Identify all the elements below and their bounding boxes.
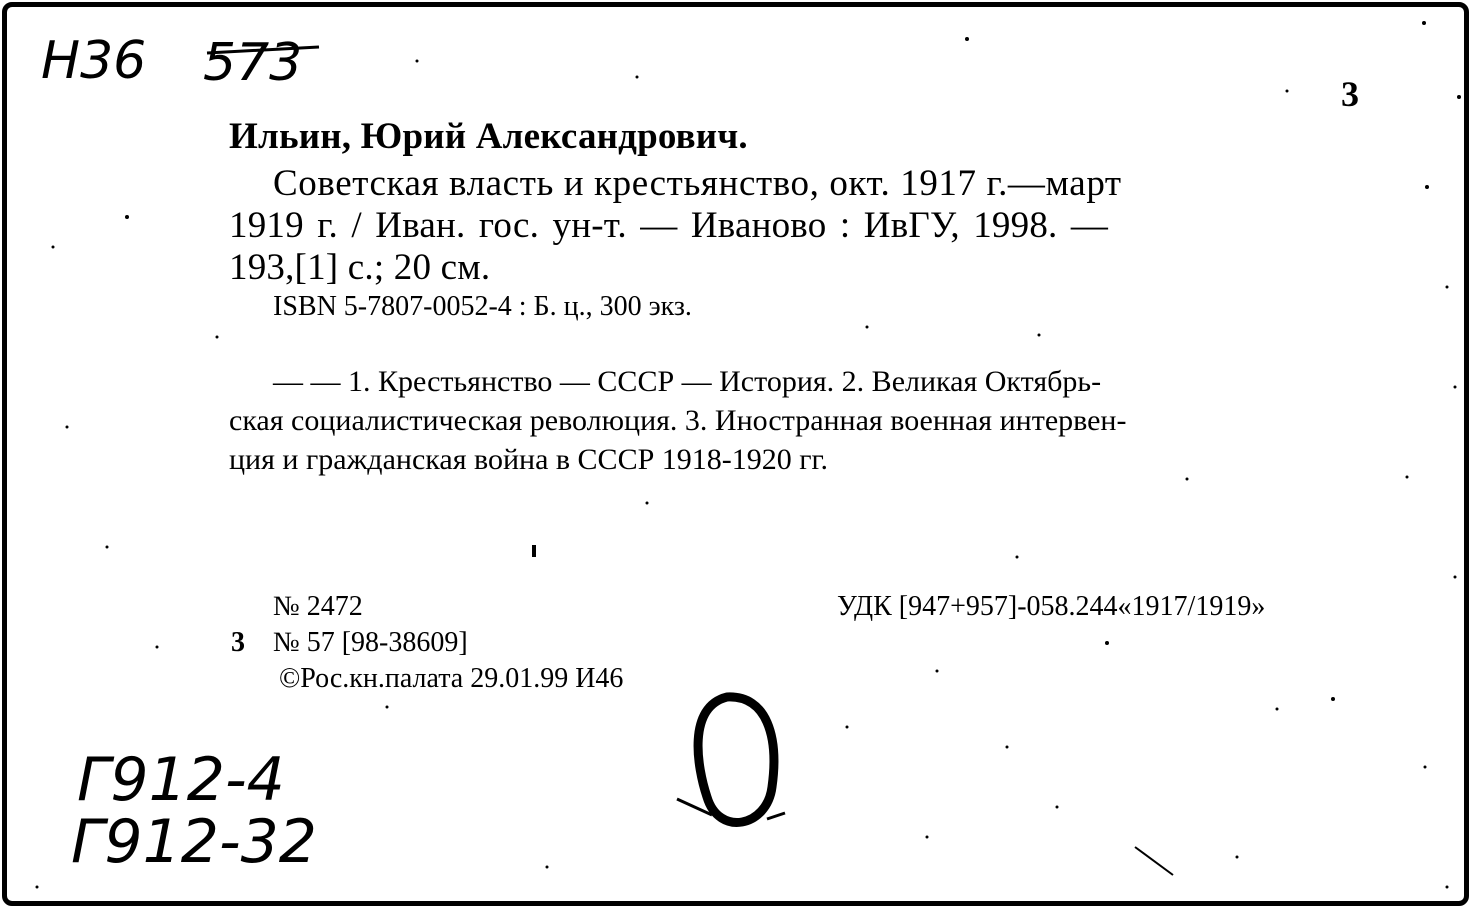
subject-line-3: ция и гражданская война в СССР 1918-1920 гг. [229,443,828,476]
scan-marks [7,7,1469,906]
book-chamber-stamp-line: ©Рос.кн.палата 29.01.99 И46 [279,663,624,694]
loop-tail-right [767,813,785,819]
book-chamber-number: № 57 [98-38609] [273,627,468,658]
handwritten-number: 573 [203,33,303,93]
subject-line-2: ская социалистическая революция. 3. Иностранная военная интервен- [229,404,1127,437]
card-page-number: 3 [1341,74,1359,114]
registration-number: № 2472 [273,591,363,622]
dust-specks [36,21,1462,889]
subject-line-1: — — 1. Крестьянство — СССР — История. 2. Великая Октябрь- [273,365,1102,398]
handwritten-code-1: Г912-4 [77,745,285,815]
footer-lead-number: 3 [231,627,245,658]
author-heading: Ильин, Юрий Александрович. [229,116,748,157]
title-line-2: 1919 г. / Иван. гос. ун-т. — Иваново : ИвГУ, 1998. — [229,205,1109,246]
title-line-1: Советская власть и крестьянство, окт. 1917 г.—март [273,163,1122,204]
isbn-line: ISBN 5-7807-0052-4 : Б. ц., 300 экз. [273,291,692,322]
handdrawn-loop-mark [698,697,774,823]
catalog-card [2,2,1469,906]
handwritten-shelfmark: Н36 [41,31,147,91]
overline-mark [207,47,319,53]
title-line-3: 193,[1] с.; 20 см. [229,247,491,288]
stroke-mark [1135,847,1173,875]
udk-code: УДК [947+957]-058.244«1917/1919» [837,591,1266,622]
handwritten-code-2: Г912-32 [71,807,317,877]
